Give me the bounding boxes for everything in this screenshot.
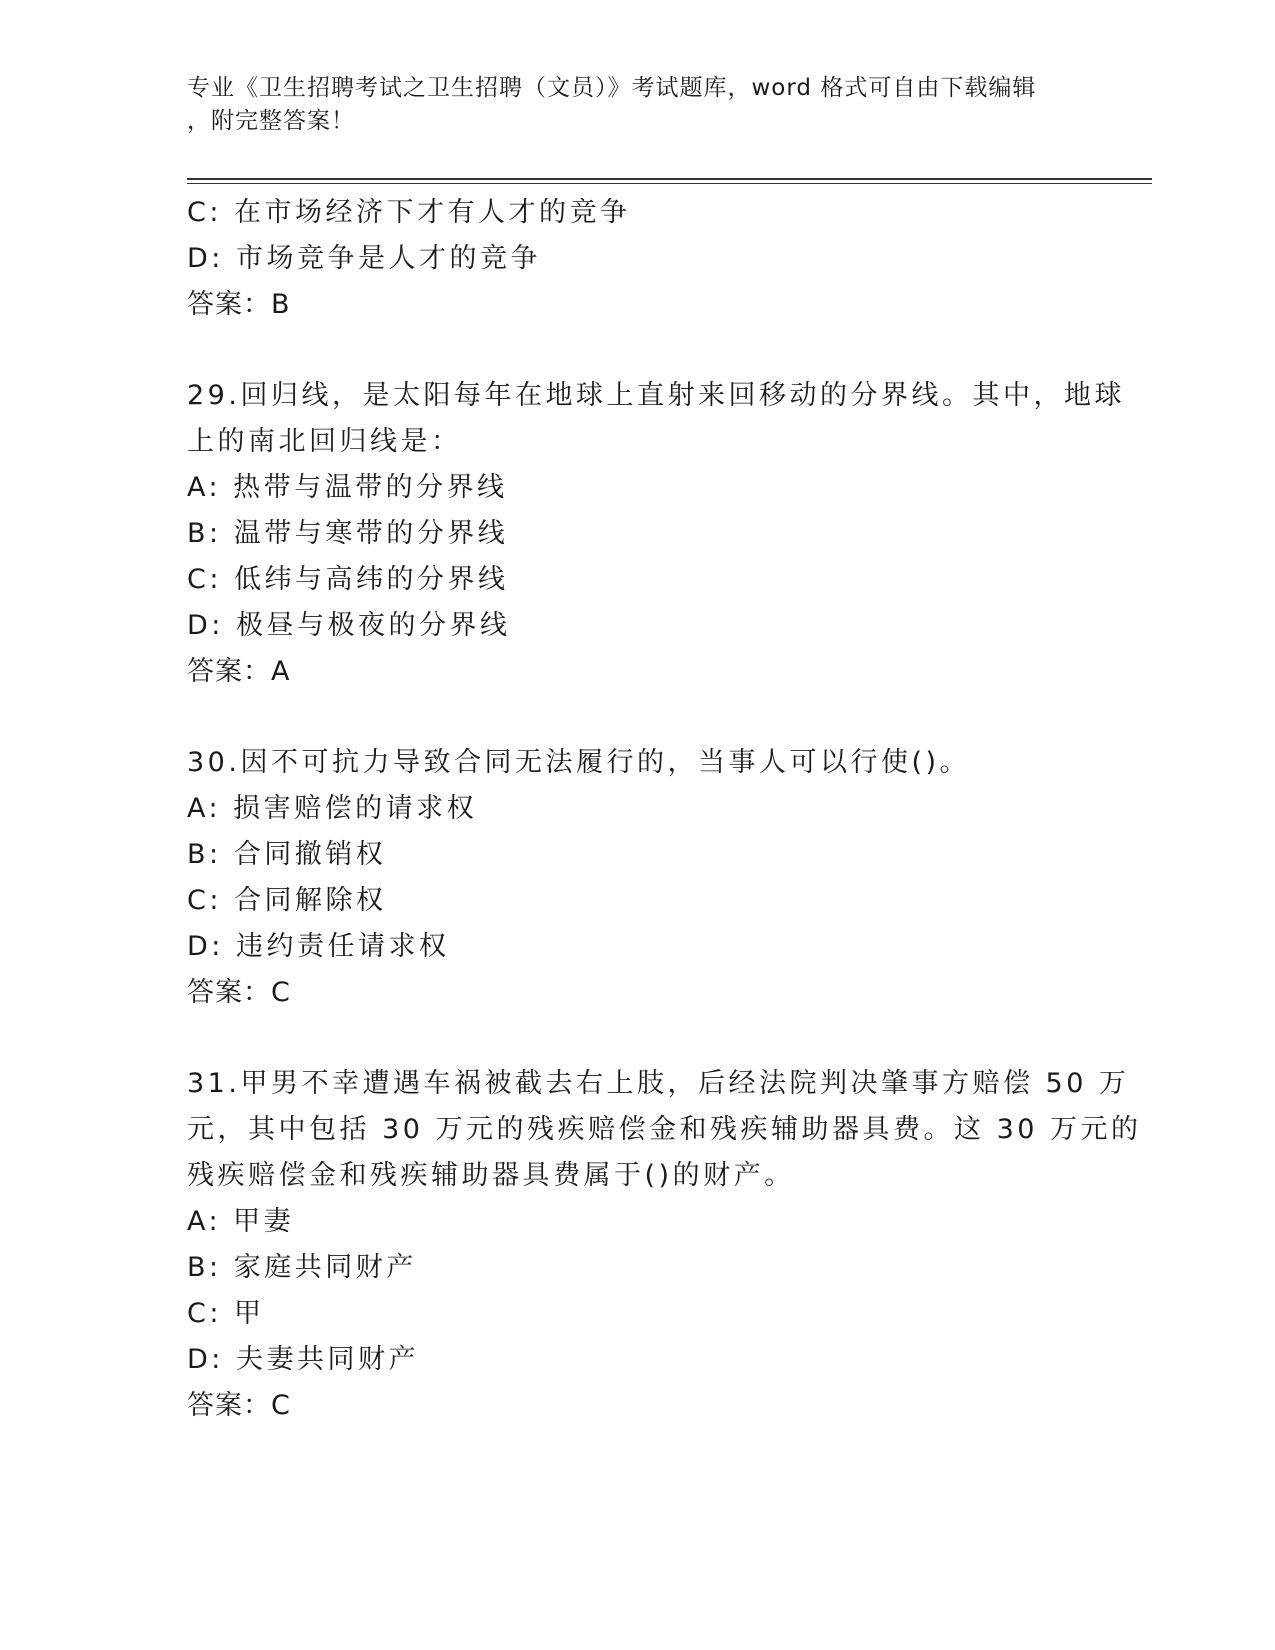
- spacer: [187, 695, 1087, 740]
- option-a: A: 损害赔偿的请求权: [187, 793, 478, 824]
- header-line-2: ，附完整答案！: [187, 108, 355, 134]
- answer-line: 答案：C: [187, 1390, 291, 1421]
- answer-line: 答案：A: [187, 656, 291, 687]
- option-c: C: 低纬与高纬的分界线: [187, 564, 509, 595]
- option-c: C: 在市场经济下才有人才的竞争: [187, 197, 631, 228]
- answer-line: 答案：C: [187, 977, 291, 1008]
- header-divider-thick: [187, 178, 1152, 180]
- option-b: B: 温带与寒带的分界线: [187, 518, 509, 549]
- question-stem-line-2: 上的南北回归线是：: [187, 426, 462, 457]
- option-d: D: 市场竞争是人才的竞争: [187, 243, 541, 274]
- spacer: [187, 328, 1087, 373]
- question-30: [187, 740, 1087, 1016]
- option-c: C: 甲: [187, 1298, 265, 1329]
- spacer: [187, 1016, 1087, 1061]
- answer-line: 答案：B: [187, 289, 291, 320]
- option-b: B: 家庭共同财产: [187, 1252, 417, 1283]
- question-29: [187, 373, 1125, 695]
- question-stem-line-1: 31.甲男不幸遭遇车祸被截去右上肢，后经法院判决肇事方赔偿 50 万: [187, 1068, 1130, 1099]
- header-line-1: 专业《卫生招聘考试之卫生招聘（文员）》考试题库，word 格式可自由下载编辑: [187, 75, 1037, 101]
- document-header: [187, 72, 1067, 138]
- header-divider-thin: [187, 183, 1152, 184]
- question-stem: 30.因不可抗力导致合同无法履行的，当事人可以行使()。: [187, 747, 971, 778]
- option-a: A: 热带与温带的分界线: [187, 472, 508, 503]
- question-28: [187, 190, 1087, 328]
- option-c: C: 合同解除权: [187, 885, 387, 916]
- option-a: A: 甲妻: [187, 1206, 295, 1237]
- question-stem-line-1: 29.回归线，是太阳每年在地球上直射来回移动的分界线。其中，地球: [187, 380, 1125, 411]
- question-31: [187, 1061, 1142, 1429]
- option-d: D: 违约责任请求权: [187, 931, 450, 962]
- question-stem-line-3: 残疾赔偿金和残疾辅助器具费属于()的财产。: [187, 1160, 795, 1191]
- option-b: B: 合同撤销权: [187, 839, 387, 870]
- question-stem-line-2: 元，其中包括 30 万元的残疾赔偿金和残疾辅助器具费。这 30 万元的: [187, 1114, 1142, 1145]
- option-d: D: 极昼与极夜的分界线: [187, 610, 511, 641]
- option-d: D: 夫妻共同财产: [187, 1344, 419, 1375]
- question-list: [187, 190, 1142, 1429]
